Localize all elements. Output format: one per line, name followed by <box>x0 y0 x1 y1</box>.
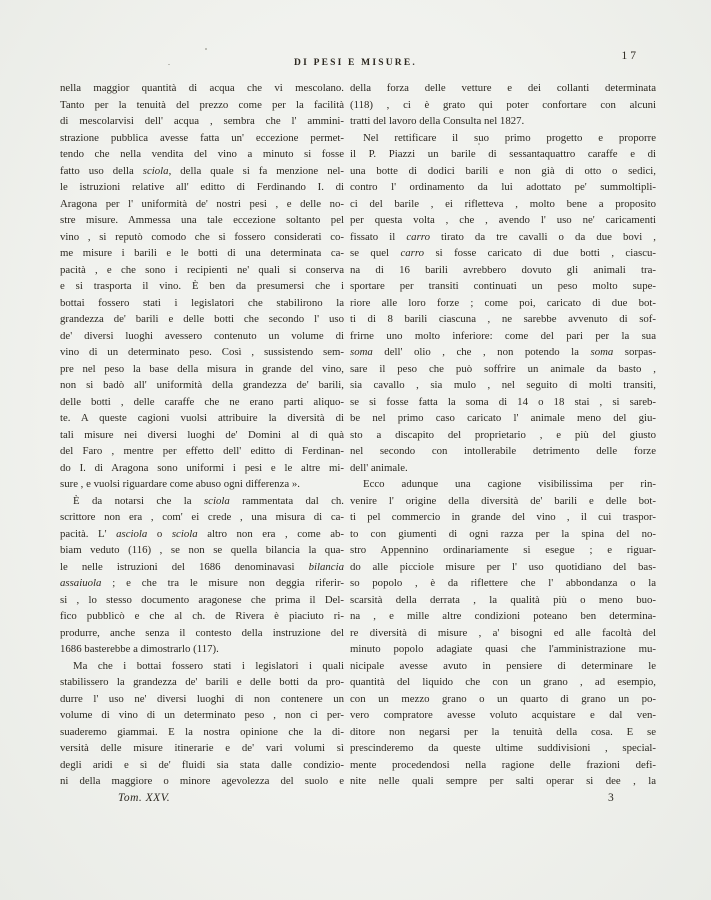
text-line: pacità , e che sono i recipienti ne' quali si conserva <box>60 263 344 276</box>
scan-speckle <box>414 140 415 141</box>
text-line: riore alle loro forze ; come poi, caricato di due bot- <box>350 296 656 309</box>
text-line: nite nelle quali sempre per salti operar si dee , la <box>350 775 656 787</box>
running-head-title: DI PESI E MISURE. <box>294 58 417 68</box>
text-line: e si trasporta il vino. È ben da presumersi che i <box>60 280 344 292</box>
text-line: suaderemo giammai. E la nostra opinione che la di- <box>60 725 344 738</box>
text-line: scarsità della derrata , la qualità più o meno buo- <box>350 593 656 606</box>
text-line: volume di vino di un determinato peso , non ci per- <box>60 709 344 721</box>
text-line: della forza delle vetture e dei collanti determinata <box>350 82 656 94</box>
text-line: de' diversi luoghi avessero contenuto un volume di <box>60 329 344 342</box>
text-line: strazione pubblica avesse fatta un' eccezione permet- <box>60 131 344 144</box>
text-line: be nel primo caso caricato l' animale meno del giu- <box>350 412 656 424</box>
text-line: con un mezzo grano o un quarto di grano un po- <box>350 692 656 705</box>
scan-speckle <box>205 48 207 50</box>
text-line: stabilissero la grandezza de' barili e delle botti da pro- <box>60 676 344 688</box>
text-line: tratti del lavoro della Consulta nel 1827. <box>350 115 525 127</box>
text-line: una botte di dodici barili e non già di otto o sedici, <box>350 164 656 177</box>
text-line: vino di un determinato peso. Così , sussistendo sem- <box>60 346 344 358</box>
text-line: degli aridi e sì de' fluidi sia stata dalle condizio- <box>60 758 344 771</box>
column-right <box>350 80 656 806</box>
text-line: fico pubblicò e che al ch. de Rivera è piaciuto ri- <box>60 610 344 622</box>
text-line: È da notarsi che la sciola rammentata dal ch. <box>73 494 344 507</box>
text-line: pre nel peso la base della misura in grande del vino, <box>60 362 344 375</box>
text-line: venire l' origine della diversità de' barili e delle bot- <box>350 494 656 507</box>
text-line: mente procedendosi nella ragione delle frazioni defi- <box>350 758 656 771</box>
text-line: te. A queste cagioni vuolsi attribuire la diversità di <box>60 412 344 424</box>
running-head <box>0 52 711 70</box>
text-line: biam veduto (116) , se non se quella bilancia la qua- <box>60 544 344 556</box>
text-line: il P. Piazzi un barile di sessantaquattro caraffe e di <box>350 148 656 160</box>
text-line: versità delle misure itinerarie e de' vari volumi sì <box>60 742 344 754</box>
text-line: do I. di Aragona sono uniformi i pesi e le altre mi- <box>60 461 344 474</box>
text-line: nella maggior quantità di acqua che vi mescolano. <box>60 82 344 94</box>
text-line: me misure i barili e le botti di una determinata ca- <box>60 247 344 259</box>
text-line: ditore non negarsi per la tenuità della cosa. E se <box>350 725 656 738</box>
text-line: na , e mille altre condizioni poteano ben determina- <box>350 610 656 622</box>
text-line: stro Appennino ordinariamente si esegue ; e riguar- <box>350 544 656 556</box>
text-line: soma dell' olio , che , non potendo la soma sorpas- <box>350 346 656 358</box>
text-line: produrre, anche senza il contesto della instruzione del <box>60 626 344 639</box>
text-line: delle botti , delle caraffe che ne erano parti aliquo- <box>60 395 344 408</box>
text-line: 1686 basterebbe a dimostrarlo (117). <box>60 643 219 655</box>
text-line: sportare per transiti continuati un peso molto supe- <box>350 280 656 292</box>
text-line: pacità. L' asciola o sciola altro non era , come ab- <box>60 527 344 540</box>
text-line: (118) , ci è grato qui poter confortare con alcuni <box>350 98 656 111</box>
text-line: Ecco adunque una cagione visibilissima per rin- <box>363 478 656 490</box>
text-line: Aragona per l' uniformità de' nostri pesi , e delle no- <box>60 197 344 210</box>
text-line: si , lo stesso documento aragonese che prima il Del- <box>60 593 344 606</box>
text-line: Tanto per la tenuità del prezzo come per la facilità <box>60 98 344 111</box>
text-line: vino , si reputò comodo che si fossero considerati co- <box>60 230 344 243</box>
text-line: tendo che nella vendita del vino a minuto si fosse <box>60 148 344 160</box>
text-line: scrittore non era , com' ei crede , una misura di ca- <box>60 511 344 523</box>
text-line: se quel carro si fosse caricato di due botti , ciascu- <box>350 247 656 259</box>
text-line: se si fosse fatta la soma di 14 o 18 stai , si sareb- <box>350 395 656 408</box>
text-line: re diversità di misure , a' bisogni ed alle facoltà del <box>350 626 656 639</box>
text-line: so popolo , è da riflettere che l' abbondanza o la <box>350 577 656 589</box>
text-line: sure , e vuolsi riguardare come abuso ogni differenza ». <box>60 478 300 490</box>
page-number: 17 <box>621 50 639 62</box>
column-right-lines <box>350 80 656 790</box>
text-line: bottai fossero stati i legislatori che stabilirono la <box>60 296 344 309</box>
text-line: le istruzioni relative all' editto di Ferdinando I. di <box>60 181 344 193</box>
text-line: Ma che i bottai fossero stati i legislatori i quali <box>73 659 344 672</box>
text-columns <box>60 80 656 806</box>
text-line: fissato il carro tirato da tre cavalli o da due bovi , <box>350 230 656 243</box>
text-line: frirne uno molto inferiore: come del pari per la sua <box>350 329 656 342</box>
text-line: non si badò all' uniformità della grandezza de' barili, <box>60 379 344 391</box>
text-line: contro l' ordinamento da lui adottato pe' summoltipli- <box>350 181 656 193</box>
text-line: assaiuola ; e che tra le misure non deggia riferir- <box>60 577 344 589</box>
scan-speckle <box>478 143 480 145</box>
text-line: minuto popolo adagiate quasi che l'amministrazione mu- <box>350 643 656 655</box>
text-line: tali misure nei diversi luoghi de' Domini al di quà <box>60 428 344 441</box>
text-line: stre misure. Ammessa una tale eccezione soltanto pel <box>60 214 344 226</box>
text-line: ti pel commercio in grande del vino , il cui traspor- <box>350 511 656 523</box>
text-line: na di 16 barili avrebbero dovuto gli animali tra- <box>350 263 656 276</box>
scan-speckle <box>168 64 170 65</box>
text-line: per questa volta , che , avendo l' uso ne' caricamenti <box>350 214 656 226</box>
text-line: to con giumenti di ogni razza per la spina del no- <box>350 527 656 540</box>
text-line: ci del barile , ei rifletteva , molto bene a proposito <box>350 197 656 210</box>
text-line: grandezza de' barili e delle botti che secondo l' uso <box>60 313 344 325</box>
text-line: fatto uso della sciola, della quale si fa menzione nel- <box>60 164 344 177</box>
text-line: vero compratore avesse voluto acquistare e dal ven- <box>350 709 656 721</box>
text-line: Nel rettificare il suo primo progetto e proporre <box>363 131 656 144</box>
text-line: le nelle istruzioni del 1686 denominavasi bilancia <box>60 560 344 573</box>
text-line: di mescolarvisi dell' acqua , sembra che l' ammini- <box>60 115 344 127</box>
column-left <box>60 80 344 806</box>
text-line: sare il peso che può soffrire un animale da basto , <box>350 362 656 375</box>
text-line: sia cavallo , sia mulo , nel seguito di molti transiti, <box>350 379 656 391</box>
text-line: dell' animale. <box>350 461 408 474</box>
text-line: ti di 8 barili ciascuna , ne sarebbe avvenuto di sof- <box>350 313 656 325</box>
text-line: do alle picciole misure per l' uso quotidiano del bas- <box>350 560 656 573</box>
text-line: del Faro , mentre per effetto dell' editto di Ferdinan- <box>60 445 344 457</box>
text-line: ni della maggiore o minore agevolezza del suolo e <box>60 775 344 787</box>
volume-label: Tom. XXV. <box>118 791 171 804</box>
text-line: nicipale avesse avuto in pensiere di determinare le <box>350 659 656 672</box>
text-line: nel secondo con intollerabile detrimento delle forze <box>350 445 656 457</box>
text-line: durre l' uso ne' diversi luoghi di non contenere un <box>60 692 344 705</box>
text-line: sto a discapito del proprietario , e più del giusto <box>350 428 656 441</box>
column-left-lines <box>60 80 344 790</box>
signature-number: 3 <box>608 791 614 804</box>
text-line: quantità del liquido che con un grano , ad esempio, <box>350 676 656 688</box>
text-line: prescinderemo da queste ultime suddivisioni , special- <box>350 742 656 754</box>
